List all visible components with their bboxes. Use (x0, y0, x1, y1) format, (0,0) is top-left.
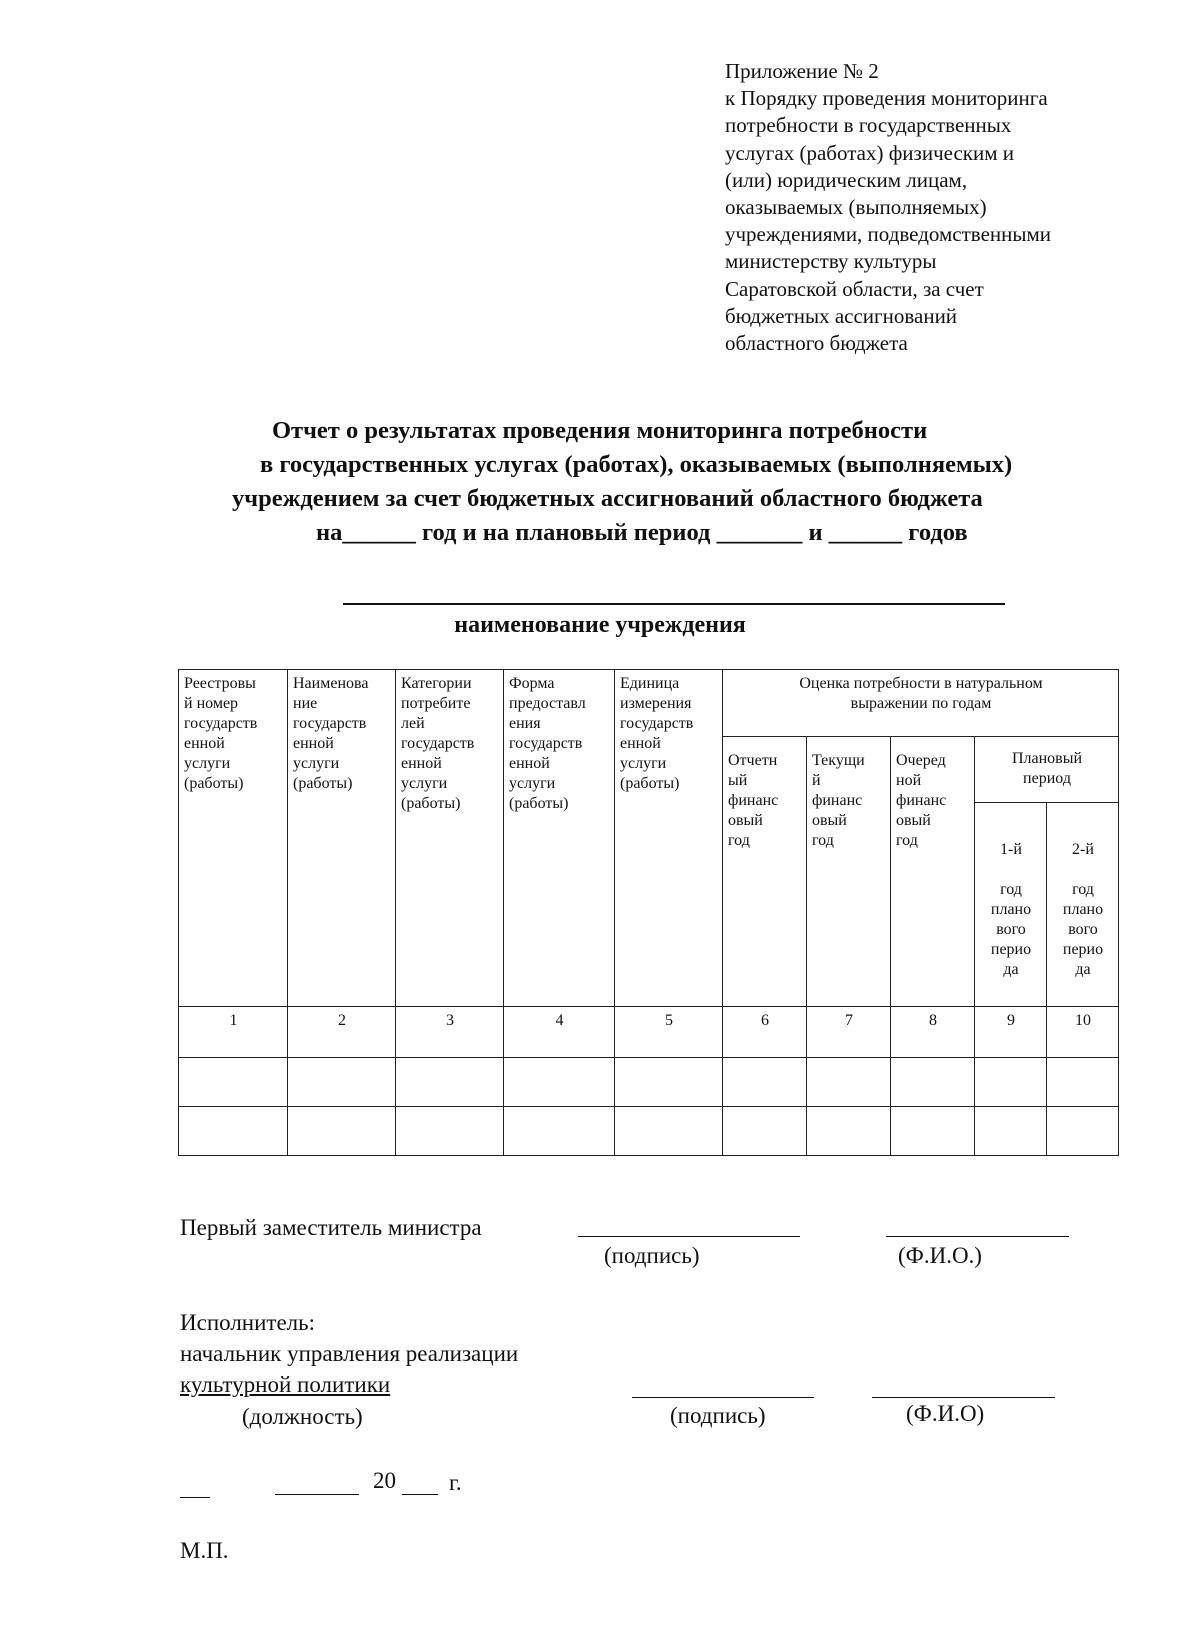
first-deputy-signature-line[interactable] (578, 1236, 800, 1237)
table-cell[interactable] (975, 1058, 1047, 1107)
header-service-name: Наименова ние государств енной услуги (работы) (288, 670, 396, 1007)
annex-line: оказываемых (выполняемых) (725, 195, 987, 220)
date-day-line[interactable] (180, 1497, 210, 1498)
header-planned-period: Плановый период (975, 737, 1119, 803)
first-deputy-fio-line[interactable] (886, 1236, 1069, 1237)
date-year-prefix: 20 (373, 1468, 396, 1493)
executor-signature-line[interactable] (632, 1397, 814, 1398)
table-cell[interactable] (891, 1058, 975, 1107)
column-number: 4 (504, 1007, 615, 1058)
header-current-year: Текущи й финанс овый год (807, 737, 891, 1007)
table-cell[interactable] (288, 1107, 396, 1156)
table-cell[interactable] (1047, 1058, 1119, 1107)
header-plan-year-1: 1-й год плано вого перио да (975, 803, 1047, 1007)
table-cell[interactable] (504, 1058, 615, 1107)
table-cell[interactable] (975, 1107, 1047, 1156)
column-number: 2 (288, 1007, 396, 1058)
column-number: 6 (723, 1007, 807, 1058)
title-line-4: на______ год и на плановый период _______ и ______ годов (316, 519, 968, 546)
table-cell[interactable] (723, 1058, 807, 1107)
annex-line: учреждениями, подведомственными (725, 222, 1052, 247)
table-cell[interactable] (615, 1058, 723, 1107)
annex-header (725, 58, 1165, 357)
fio-caption-2: (Ф.И.О) (906, 1401, 985, 1426)
annex-line: (или) юридическим лицам, (725, 167, 968, 192)
header-demand-estimate: Оценка потребности в натуральном выражении по годам (723, 670, 1119, 737)
header-unit: Единица измерения государств енной услуги (работы) (615, 670, 723, 1007)
table-cell[interactable] (891, 1107, 975, 1156)
table-cell[interactable] (504, 1107, 615, 1156)
monitoring-table (178, 669, 1119, 1156)
annex-line: потребности в государственных (725, 113, 1012, 138)
annex-line: Приложение № 2 (725, 59, 879, 83)
annex-line: Саратовской области, за счет (725, 276, 984, 301)
column-number: 3 (396, 1007, 504, 1058)
column-numbers-row (179, 1007, 1119, 1058)
column-number: 10 (1047, 1007, 1119, 1058)
title-line-3: учреждением за счет бюджетных ассигнований областного бюджета (232, 485, 983, 512)
table-row (179, 1107, 1119, 1156)
header-next-year: Очеред ной финанс овый год (891, 737, 975, 1007)
stamp-label: М.П. (180, 1538, 229, 1563)
column-number: 5 (615, 1007, 723, 1058)
date-month-line[interactable] (275, 1494, 359, 1495)
annex-line: к Порядку проведения мониторинга (725, 86, 1048, 111)
annex-line: областного бюджета (725, 331, 908, 356)
title-line-1: Отчет о результатах проведения мониторинга потребности (272, 417, 928, 444)
header-registry-number: Реестровы й номер государств енной услуги (работы) (179, 670, 288, 1007)
table-cell[interactable] (396, 1107, 504, 1156)
annex-line: бюджетных ассигнований (725, 303, 958, 328)
position-caption: (должность) (242, 1404, 363, 1429)
table-cell[interactable] (1047, 1107, 1119, 1156)
table-cell[interactable] (179, 1058, 288, 1107)
column-number: 7 (807, 1007, 891, 1058)
table-cell[interactable] (807, 1107, 891, 1156)
column-number: 9 (975, 1007, 1047, 1058)
date-year-suffix: г. (449, 1470, 462, 1495)
table-cell[interactable] (723, 1107, 807, 1156)
signature-caption-2: (подпись) (670, 1403, 766, 1428)
org-name-line[interactable] (343, 603, 1005, 605)
table-cell[interactable] (807, 1058, 891, 1107)
table-row (179, 1058, 1119, 1107)
table-cell[interactable] (615, 1107, 723, 1156)
executor-label: Исполнитель: (180, 1310, 316, 1335)
header-reporting-year: Отчетн ый финанс овый год (723, 737, 807, 1007)
title-line-2: в государственных услугах (работах), оказываемых (выполняемых) (260, 451, 1013, 478)
executor-position-line-2: культурной политики (180, 1372, 391, 1397)
org-name-caption: наименование учреждения (454, 612, 746, 638)
header-provision-form: Форма предоставл ения государств енной услуги (работы) (504, 670, 615, 1007)
annex-line: услугах (работах) физическим и (725, 140, 1015, 165)
executor-fio-line[interactable] (872, 1397, 1055, 1398)
header-plan-year-2: 2-й год плано вого перио да (1047, 803, 1119, 1007)
header-consumer-category: Категории потребите лей государств енной услуги (работы) (396, 670, 504, 1007)
executor-position-line-1: начальник управления реализации (180, 1341, 519, 1366)
date-year-line[interactable] (402, 1494, 438, 1495)
column-number: 1 (179, 1007, 288, 1058)
annex-line: министерству культуры (725, 249, 937, 274)
table-cell[interactable] (179, 1107, 288, 1156)
fio-caption: (Ф.И.О.) (898, 1243, 982, 1268)
first-deputy-label: Первый заместитель министра (180, 1215, 482, 1240)
signature-caption: (подпись) (604, 1243, 700, 1268)
table-cell[interactable] (396, 1058, 504, 1107)
column-number: 8 (891, 1007, 975, 1058)
table-cell[interactable] (288, 1058, 396, 1107)
